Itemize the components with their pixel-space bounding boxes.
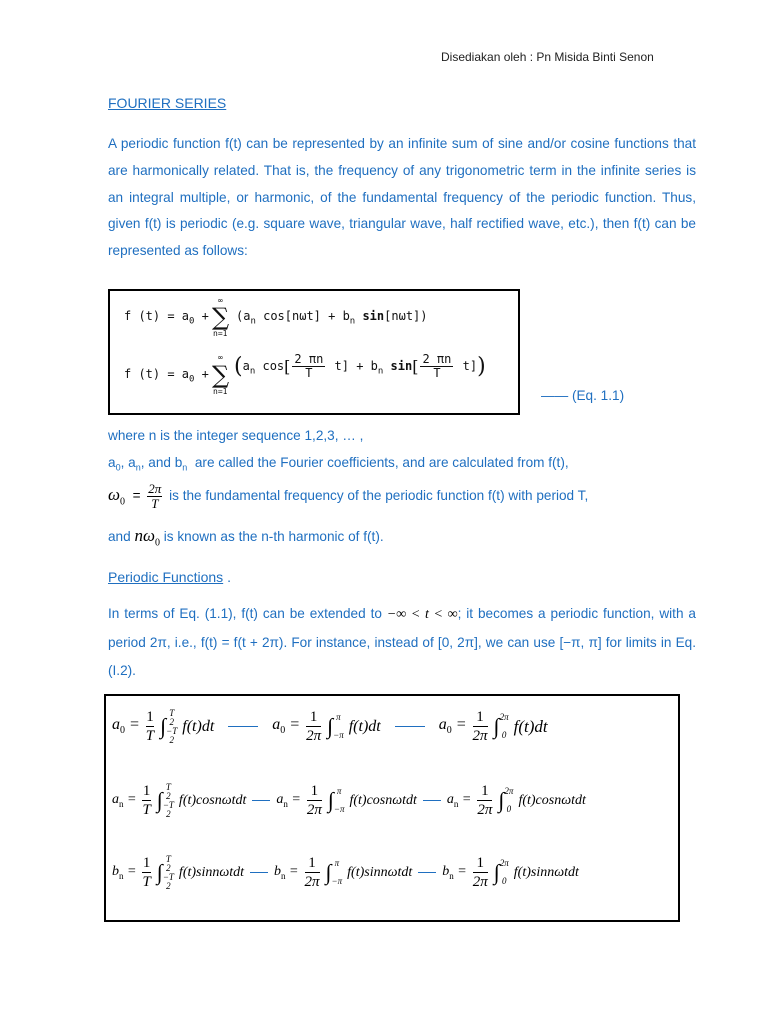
- intro-paragraph: A periodic function f(t) can be represented by an infinite sum of sine and/or cosine functions that are harmonically related. That is, the frequency of any trigonometric term in the infinite series is an integral multiple, or harmonic, of the fundamental frequency of the periodic function. Thus, given f(t) is periodic (e.g. square wave, triangular wave, half rectified wave, etc.), then f(t) can be represented as follows:: [108, 136, 696, 259]
- equation-reference: —— (Eq. 1.1): [541, 388, 625, 403]
- equation-line-2: f $(t) = a_0$ +: [124, 367, 209, 385]
- fourier-series-equation-box: f $(t) = a_0$ + ∑ ∞ n=1 ($a_n$ $\cos[n\omega t] + b_n$ sin[nωt]) f $(t) = a_0$ + ∑ ∞ n=1 ($a_n$ cos[ $\frac{2 \pi n}{T}$ $t] + b_n$ sin[ $\frac{2 \pi n}{T}$ t]): [108, 289, 520, 415]
- summation-symbol-2: ∑: [212, 361, 230, 389]
- periodic-functions-paragraph: In terms of Eq. (1.1), f(t) can be extended to −∞ < t < ∞; it becomes a periodic function, with a period 2π, i.e., f(t) = f(t + 2π). For instance, instead of [0, 2π], we can use [−π, π] for limits in Eq. (I.2).: [108, 606, 696, 678]
- omega-line-text: is the fundamental frequency of the periodic function f(t) with period T,: [169, 488, 589, 504]
- summation-symbol-1: ∑: [212, 303, 230, 331]
- where-line: where n is the integer sequence 1,2,3, … ,: [108, 428, 364, 443]
- section-title: FOURIER SERIES: [108, 95, 227, 111]
- omega-symbol: $\omega_0$: [108, 485, 126, 508]
- infinity-range: −∞ < t < ∞: [386, 607, 458, 622]
- coefficients-line-text: are called the Fourier coefficients, and are calculated from f(t),: [194, 455, 569, 470]
- a0-formulas-row: $a_0$ = $\frac{1}{T}$ ∫T 2 −T 2 f(t)dt $a_0$ = $\frac{1}{2\pi}$ ∫ π −π f(t)dt $a_0$ = $\frac{1}{2\pi}$ ∫2π 0 f(t)dt: [112, 707, 548, 745]
- page-header: Disediakan oleh : Pn Misida Binti Senon: [441, 50, 654, 64]
- equation-line-1: f $(t) = a_0$ +: [124, 309, 209, 327]
- omega-fraction: $\frac{2\pi}{T}$: [148, 481, 162, 511]
- periodic-functions-heading: Periodic Functions .: [108, 569, 231, 585]
- n-omega-symbol: $n\omega_0$: [134, 526, 160, 549]
- an-formulas-row: $a_n$ = $\frac{1}{T}$ ∫T 2 −T 2 f(t)cosnωtdt $a_n$ = $\frac{1}{2\pi}$ ∫ π −π f(t)cosnωtdt $a_n$ = $\frac{1}{2\pi}$ ∫2π 0 f(t)cosnωtdt: [112, 781, 586, 819]
- harmonic-line: and $n\omega_0$ is known as the n-th harmonic of f(t).: [108, 526, 384, 549]
- bn-formulas-row: $b_n$ = $\frac{1}{T}$ ∫T 2 −T 2 f(t)sinnωtdt $b_n$ = $\frac{1}{2\pi}$ ∫ π −π f(t)sinnωtdt $b_n$ = $\frac{1}{2\pi}$ ∫2π 0 f(t)sinnωtdt: [112, 853, 579, 891]
- harmonic-line-text: is known as the n-th harmonic of f(t).: [163, 529, 384, 544]
- omega-line: $\omega_0$ = $\frac{2\pi}{T}$ is the fundamental frequency of the periodic function f(t) with period T,: [108, 481, 589, 511]
- coefficient-formulas-box: [104, 694, 680, 922]
- coefficients-line: $a_0$, $a_n$, and $b_n$ are called the Fourier coefficients, and are calculated from f(t),: [108, 455, 569, 473]
